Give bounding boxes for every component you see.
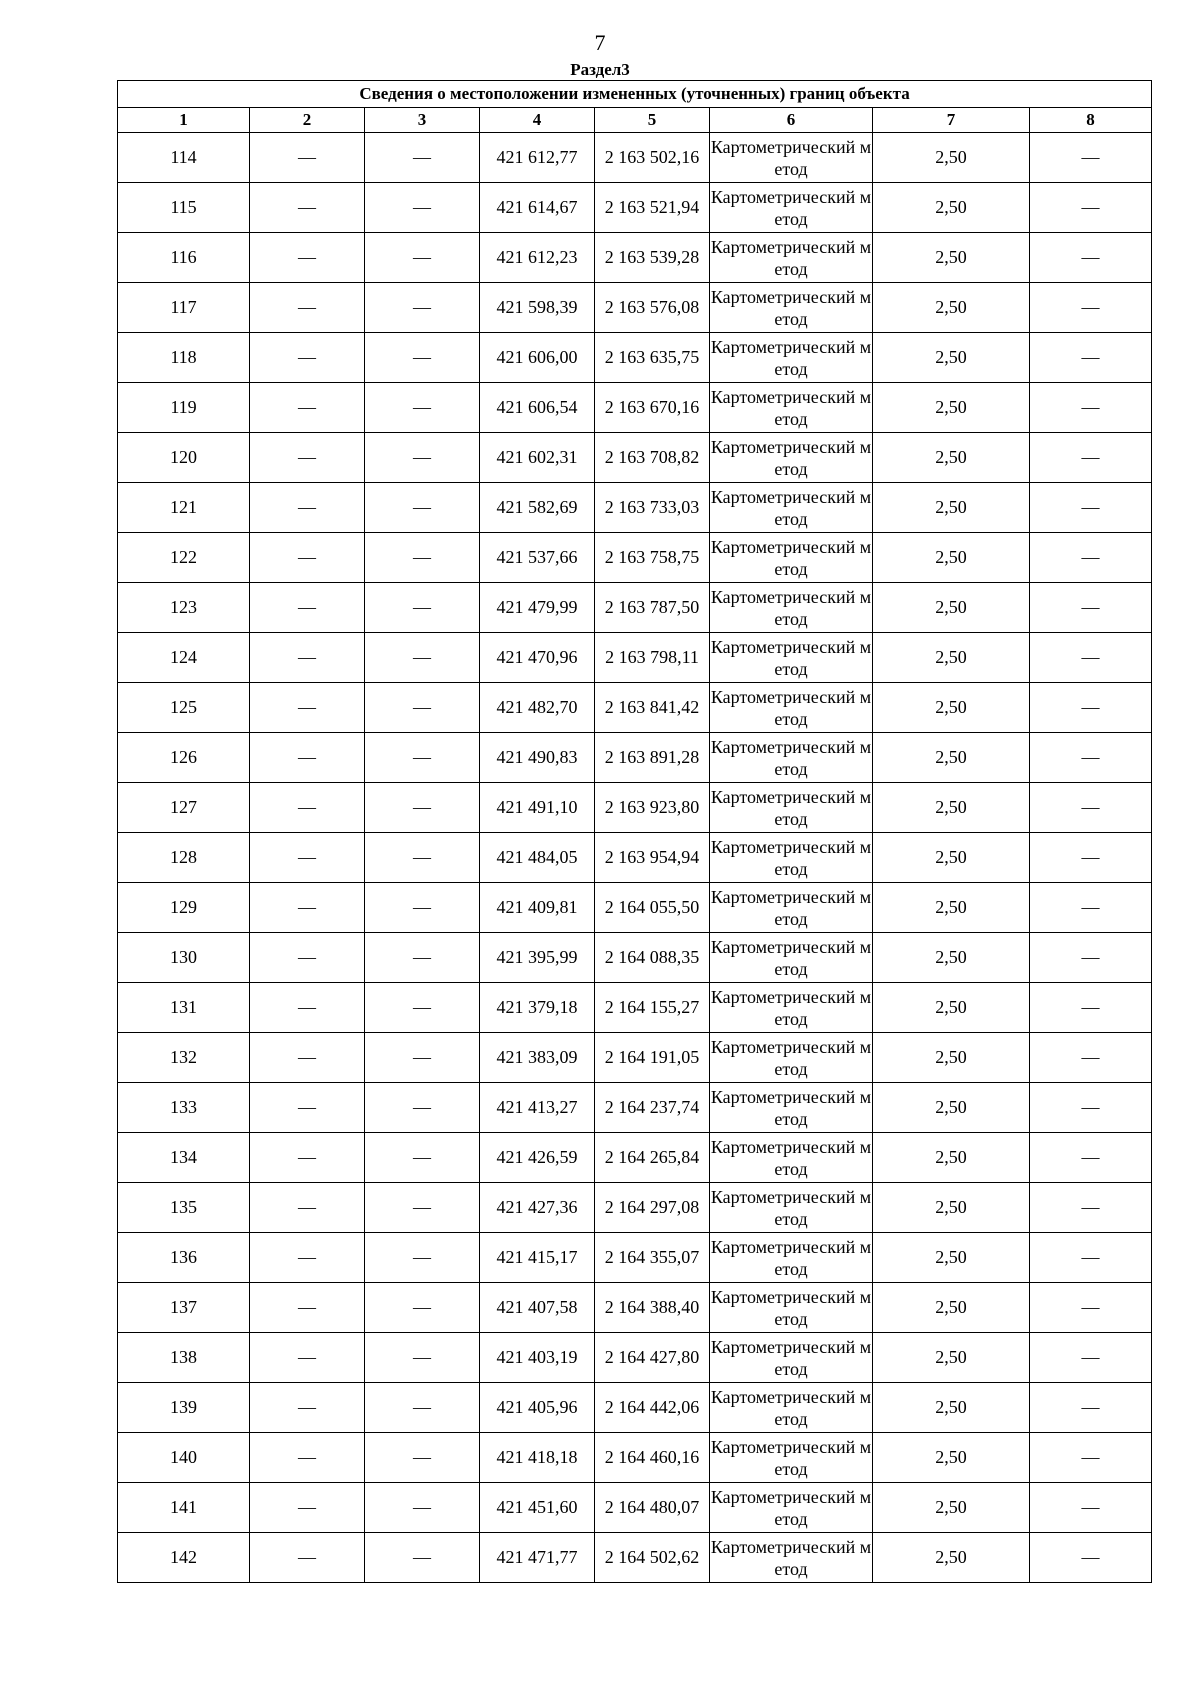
x-coordinate-cell: 421 606,00	[480, 333, 595, 383]
x-coordinate-cell: 421 403,19	[480, 1333, 595, 1383]
column-8-cell: —	[1030, 683, 1152, 733]
column-8-cell: —	[1030, 1033, 1152, 1083]
column-2-cell: —	[250, 983, 365, 1033]
table-row	[118, 583, 1152, 633]
column-8-cell: —	[1030, 1283, 1152, 1333]
table-row	[118, 1233, 1152, 1283]
method-cell: Картометрический метод	[710, 883, 873, 933]
x-coordinate-cell: 421 451,60	[480, 1483, 595, 1533]
column-number: 7	[873, 108, 1030, 133]
table-row	[118, 283, 1152, 333]
method-cell: Картометрический метод	[710, 1483, 873, 1533]
column-2-cell: —	[250, 1533, 365, 1583]
point-number-cell: 134	[118, 1133, 250, 1183]
column-8-cell: —	[1030, 583, 1152, 633]
point-number-cell: 114	[118, 133, 250, 183]
x-coordinate-cell: 421 413,27	[480, 1083, 595, 1133]
accuracy-cell: 2,50	[873, 1133, 1030, 1183]
column-3-cell: —	[365, 883, 480, 933]
method-cell: Картометрический метод	[710, 1283, 873, 1333]
column-3-cell: —	[365, 233, 480, 283]
table-row	[118, 433, 1152, 483]
point-number-cell: 140	[118, 1433, 250, 1483]
column-8-cell: —	[1030, 1533, 1152, 1583]
column-number: 6	[710, 108, 873, 133]
x-coordinate-cell: 421 409,81	[480, 883, 595, 933]
section-title: Раздел3	[570, 60, 630, 79]
column-2-cell: —	[250, 933, 365, 983]
column-number: 8	[1030, 108, 1152, 133]
table-row	[118, 133, 1152, 183]
accuracy-cell: 2,50	[873, 1233, 1030, 1283]
column-number: 1	[118, 108, 250, 133]
method-cell: Картометрический метод	[710, 433, 873, 483]
accuracy-cell: 2,50	[873, 683, 1030, 733]
point-number-cell: 138	[118, 1333, 250, 1383]
method-cell: Картометрический метод	[710, 283, 873, 333]
x-coordinate-cell: 421 418,18	[480, 1433, 595, 1483]
accuracy-cell: 2,50	[873, 733, 1030, 783]
point-number-cell: 126	[118, 733, 250, 783]
table-row	[118, 983, 1152, 1033]
x-coordinate-cell: 421 490,83	[480, 733, 595, 783]
column-8-cell: —	[1030, 233, 1152, 283]
column-number: 2	[250, 108, 365, 133]
x-coordinate-cell: 421 407,58	[480, 1283, 595, 1333]
column-8-cell: —	[1030, 1433, 1152, 1483]
point-number-cell: 116	[118, 233, 250, 283]
accuracy-cell: 2,50	[873, 1483, 1030, 1533]
y-coordinate-cell: 2 163 798,11	[595, 633, 710, 683]
x-coordinate-cell: 421 614,67	[480, 183, 595, 233]
column-3-cell: —	[365, 1233, 480, 1283]
table-row	[118, 533, 1152, 583]
x-coordinate-cell: 421 470,96	[480, 633, 595, 683]
column-3-cell: —	[365, 1433, 480, 1483]
method-cell: Картометрический метод	[710, 833, 873, 883]
x-coordinate-cell: 421 427,36	[480, 1183, 595, 1233]
boundary-coordinates-table	[117, 80, 1152, 1583]
column-3-cell: —	[365, 1333, 480, 1383]
column-8-cell: —	[1030, 1133, 1152, 1183]
column-3-cell: —	[365, 383, 480, 433]
column-3-cell: —	[365, 1133, 480, 1183]
y-coordinate-cell: 2 164 237,74	[595, 1083, 710, 1133]
column-8-cell: —	[1030, 433, 1152, 483]
y-coordinate-cell: 2 164 055,50	[595, 883, 710, 933]
table-row	[118, 333, 1152, 383]
point-number-cell: 133	[118, 1083, 250, 1133]
column-2-cell: —	[250, 333, 365, 383]
y-coordinate-cell: 2 163 841,42	[595, 683, 710, 733]
point-number-cell: 120	[118, 433, 250, 483]
x-coordinate-cell: 421 537,66	[480, 533, 595, 583]
accuracy-cell: 2,50	[873, 633, 1030, 683]
table-row	[118, 1133, 1152, 1183]
method-cell: Картометрический метод	[710, 733, 873, 783]
column-8-cell: —	[1030, 1483, 1152, 1533]
table-row	[118, 933, 1152, 983]
column-3-cell: —	[365, 533, 480, 583]
table-row	[118, 1533, 1152, 1583]
x-coordinate-cell: 421 491,10	[480, 783, 595, 833]
table-row	[118, 383, 1152, 433]
column-2-cell: —	[250, 1383, 365, 1433]
column-number-row	[118, 108, 1152, 133]
table-caption-row	[118, 81, 1152, 108]
column-3-cell: —	[365, 1083, 480, 1133]
table-row	[118, 233, 1152, 283]
column-3-cell: —	[365, 1533, 480, 1583]
accuracy-cell: 2,50	[873, 1183, 1030, 1233]
accuracy-cell: 2,50	[873, 333, 1030, 383]
column-3-cell: —	[365, 683, 480, 733]
y-coordinate-cell: 2 164 427,80	[595, 1333, 710, 1383]
method-cell: Картометрический метод	[710, 1183, 873, 1233]
y-coordinate-cell: 2 164 460,16	[595, 1433, 710, 1483]
point-number-cell: 135	[118, 1183, 250, 1233]
y-coordinate-cell: 2 164 502,62	[595, 1533, 710, 1583]
accuracy-cell: 2,50	[873, 933, 1030, 983]
table-row	[118, 1433, 1152, 1483]
point-number-cell: 121	[118, 483, 250, 533]
column-8-cell: —	[1030, 533, 1152, 583]
x-coordinate-cell: 421 602,31	[480, 433, 595, 483]
column-8-cell: —	[1030, 933, 1152, 983]
table-row	[118, 1333, 1152, 1383]
column-2-cell: —	[250, 1183, 365, 1233]
column-8-cell: —	[1030, 1233, 1152, 1283]
point-number-cell: 119	[118, 383, 250, 433]
method-cell: Картометрический метод	[710, 1433, 873, 1483]
column-2-cell: —	[250, 583, 365, 633]
accuracy-cell: 2,50	[873, 583, 1030, 633]
accuracy-cell: 2,50	[873, 1333, 1030, 1383]
column-8-cell: —	[1030, 783, 1152, 833]
accuracy-cell: 2,50	[873, 833, 1030, 883]
page-number: 7	[594, 30, 606, 55]
y-coordinate-cell: 2 163 708,82	[595, 433, 710, 483]
table-row	[118, 683, 1152, 733]
table-caption: Сведения о местоположении измененных (уточненных) границ объекта	[118, 81, 1152, 108]
method-cell: Картометрический метод	[710, 933, 873, 983]
table-row	[118, 733, 1152, 783]
y-coordinate-cell: 2 163 521,94	[595, 183, 710, 233]
x-coordinate-cell: 421 379,18	[480, 983, 595, 1033]
column-3-cell: —	[365, 133, 480, 183]
x-coordinate-cell: 421 582,69	[480, 483, 595, 533]
y-coordinate-cell: 2 163 502,16	[595, 133, 710, 183]
table-row	[118, 1183, 1152, 1233]
column-2-cell: —	[250, 1033, 365, 1083]
point-number-cell: 132	[118, 1033, 250, 1083]
point-number-cell: 117	[118, 283, 250, 333]
column-2-cell: —	[250, 233, 365, 283]
x-coordinate-cell: 421 415,17	[480, 1233, 595, 1283]
column-2-cell: —	[250, 383, 365, 433]
column-8-cell: —	[1030, 1183, 1152, 1233]
column-3-cell: —	[365, 933, 480, 983]
x-coordinate-cell: 421 405,96	[480, 1383, 595, 1433]
column-2-cell: —	[250, 283, 365, 333]
column-number: 5	[595, 108, 710, 133]
column-3-cell: —	[365, 483, 480, 533]
table-row	[118, 883, 1152, 933]
column-3-cell: —	[365, 833, 480, 883]
x-coordinate-cell: 421 482,70	[480, 683, 595, 733]
y-coordinate-cell: 2 164 155,27	[595, 983, 710, 1033]
column-8-cell: —	[1030, 983, 1152, 1033]
column-3-cell: —	[365, 1283, 480, 1333]
method-cell: Картометрический метод	[710, 1383, 873, 1433]
method-cell: Картометрический метод	[710, 1233, 873, 1283]
point-number-cell: 131	[118, 983, 250, 1033]
accuracy-cell: 2,50	[873, 1383, 1030, 1433]
y-coordinate-cell: 2 163 891,28	[595, 733, 710, 783]
table-row	[118, 1283, 1152, 1333]
column-8-cell: —	[1030, 133, 1152, 183]
accuracy-cell: 2,50	[873, 1433, 1030, 1483]
column-8-cell: —	[1030, 633, 1152, 683]
point-number-cell: 141	[118, 1483, 250, 1533]
column-2-cell: —	[250, 483, 365, 533]
point-number-cell: 137	[118, 1283, 250, 1333]
point-number-cell: 142	[118, 1533, 250, 1583]
method-cell: Картометрический метод	[710, 983, 873, 1033]
column-8-cell: —	[1030, 283, 1152, 333]
method-cell: Картометрический метод	[710, 133, 873, 183]
table-row	[118, 1033, 1152, 1083]
y-coordinate-cell: 2 163 635,75	[595, 333, 710, 383]
column-2-cell: —	[250, 733, 365, 783]
table-row	[118, 483, 1152, 533]
point-number-cell: 129	[118, 883, 250, 933]
column-2-cell: —	[250, 833, 365, 883]
column-3-cell: —	[365, 1383, 480, 1433]
point-number-cell: 115	[118, 183, 250, 233]
y-coordinate-cell: 2 163 954,94	[595, 833, 710, 883]
accuracy-cell: 2,50	[873, 533, 1030, 583]
method-cell: Картометрический метод	[710, 1083, 873, 1133]
y-coordinate-cell: 2 163 923,80	[595, 783, 710, 833]
x-coordinate-cell: 421 598,39	[480, 283, 595, 333]
accuracy-cell: 2,50	[873, 433, 1030, 483]
point-number-cell: 122	[118, 533, 250, 583]
column-8-cell: —	[1030, 383, 1152, 433]
column-8-cell: —	[1030, 1383, 1152, 1433]
method-cell: Картометрический метод	[710, 683, 873, 733]
column-3-cell: —	[365, 283, 480, 333]
accuracy-cell: 2,50	[873, 383, 1030, 433]
method-cell: Картометрический метод	[710, 233, 873, 283]
accuracy-cell: 2,50	[873, 233, 1030, 283]
y-coordinate-cell: 2 164 088,35	[595, 933, 710, 983]
method-cell: Картометрический метод	[710, 783, 873, 833]
point-number-cell: 123	[118, 583, 250, 633]
y-coordinate-cell: 2 163 576,08	[595, 283, 710, 333]
column-2-cell: —	[250, 633, 365, 683]
y-coordinate-cell: 2 164 480,07	[595, 1483, 710, 1533]
method-cell: Картометрический метод	[710, 1133, 873, 1183]
y-coordinate-cell: 2 163 670,16	[595, 383, 710, 433]
column-3-cell: —	[365, 183, 480, 233]
column-2-cell: —	[250, 1483, 365, 1533]
point-number-cell: 130	[118, 933, 250, 983]
method-cell: Картометрический метод	[710, 1333, 873, 1383]
method-cell: Картометрический метод	[710, 633, 873, 683]
table-row	[118, 833, 1152, 883]
method-cell: Картометрический метод	[710, 583, 873, 633]
point-number-cell: 127	[118, 783, 250, 833]
accuracy-cell: 2,50	[873, 783, 1030, 833]
table-row	[118, 183, 1152, 233]
column-2-cell: —	[250, 1233, 365, 1283]
column-3-cell: —	[365, 1183, 480, 1233]
x-coordinate-cell: 421 471,77	[480, 1533, 595, 1583]
column-number: 4	[480, 108, 595, 133]
column-8-cell: —	[1030, 483, 1152, 533]
method-cell: Картометрический метод	[710, 333, 873, 383]
column-2-cell: —	[250, 883, 365, 933]
column-2-cell: —	[250, 683, 365, 733]
table-body	[118, 133, 1152, 1583]
x-coordinate-cell: 421 426,59	[480, 1133, 595, 1183]
accuracy-cell: 2,50	[873, 133, 1030, 183]
accuracy-cell: 2,50	[873, 483, 1030, 533]
y-coordinate-cell: 2 164 442,06	[595, 1383, 710, 1433]
method-cell: Картометрический метод	[710, 483, 873, 533]
x-coordinate-cell: 421 606,54	[480, 383, 595, 433]
x-coordinate-cell: 421 484,05	[480, 833, 595, 883]
method-cell: Картометрический метод	[710, 533, 873, 583]
column-8-cell: —	[1030, 1333, 1152, 1383]
column-2-cell: —	[250, 533, 365, 583]
y-coordinate-cell: 2 163 733,03	[595, 483, 710, 533]
column-3-cell: —	[365, 333, 480, 383]
x-coordinate-cell: 421 612,23	[480, 233, 595, 283]
accuracy-cell: 2,50	[873, 1533, 1030, 1583]
accuracy-cell: 2,50	[873, 1283, 1030, 1333]
column-2-cell: —	[250, 433, 365, 483]
table-row	[118, 1383, 1152, 1433]
y-coordinate-cell: 2 164 388,40	[595, 1283, 710, 1333]
accuracy-cell: 2,50	[873, 983, 1030, 1033]
y-coordinate-cell: 2 164 191,05	[595, 1033, 710, 1083]
point-number-cell: 136	[118, 1233, 250, 1283]
y-coordinate-cell: 2 164 297,08	[595, 1183, 710, 1233]
table-row	[118, 633, 1152, 683]
column-8-cell: —	[1030, 883, 1152, 933]
column-8-cell: —	[1030, 833, 1152, 883]
x-coordinate-cell: 421 395,99	[480, 933, 595, 983]
method-cell: Картометрический метод	[710, 383, 873, 433]
y-coordinate-cell: 2 163 539,28	[595, 233, 710, 283]
x-coordinate-cell: 421 383,09	[480, 1033, 595, 1083]
column-8-cell: —	[1030, 1083, 1152, 1133]
column-2-cell: —	[250, 1133, 365, 1183]
accuracy-cell: 2,50	[873, 1033, 1030, 1083]
accuracy-cell: 2,50	[873, 283, 1030, 333]
table-row	[118, 783, 1152, 833]
column-3-cell: —	[365, 783, 480, 833]
column-2-cell: —	[250, 1433, 365, 1483]
method-cell: Картометрический метод	[710, 1033, 873, 1083]
table-row	[118, 1483, 1152, 1533]
column-2-cell: —	[250, 1283, 365, 1333]
x-coordinate-cell: 421 612,77	[480, 133, 595, 183]
column-number: 3	[365, 108, 480, 133]
column-2-cell: —	[250, 1083, 365, 1133]
method-cell: Картометрический метод	[710, 183, 873, 233]
column-2-cell: —	[250, 1333, 365, 1383]
y-coordinate-cell: 2 164 265,84	[595, 1133, 710, 1183]
column-2-cell: —	[250, 133, 365, 183]
column-3-cell: —	[365, 733, 480, 783]
accuracy-cell: 2,50	[873, 183, 1030, 233]
column-8-cell: —	[1030, 183, 1152, 233]
accuracy-cell: 2,50	[873, 883, 1030, 933]
point-number-cell: 128	[118, 833, 250, 883]
method-cell: Картометрический метод	[710, 1533, 873, 1583]
column-3-cell: —	[365, 633, 480, 683]
point-number-cell: 124	[118, 633, 250, 683]
accuracy-cell: 2,50	[873, 1083, 1030, 1133]
table-row	[118, 1083, 1152, 1133]
column-8-cell: —	[1030, 733, 1152, 783]
column-3-cell: —	[365, 433, 480, 483]
column-2-cell: —	[250, 183, 365, 233]
column-2-cell: —	[250, 783, 365, 833]
column-3-cell: —	[365, 1483, 480, 1533]
x-coordinate-cell: 421 479,99	[480, 583, 595, 633]
column-8-cell: —	[1030, 333, 1152, 383]
y-coordinate-cell: 2 163 758,75	[595, 533, 710, 583]
column-3-cell: —	[365, 583, 480, 633]
point-number-cell: 125	[118, 683, 250, 733]
point-number-cell: 139	[118, 1383, 250, 1433]
y-coordinate-cell: 2 164 355,07	[595, 1233, 710, 1283]
point-number-cell: 118	[118, 333, 250, 383]
column-3-cell: —	[365, 983, 480, 1033]
column-3-cell: —	[365, 1033, 480, 1083]
y-coordinate-cell: 2 163 787,50	[595, 583, 710, 633]
